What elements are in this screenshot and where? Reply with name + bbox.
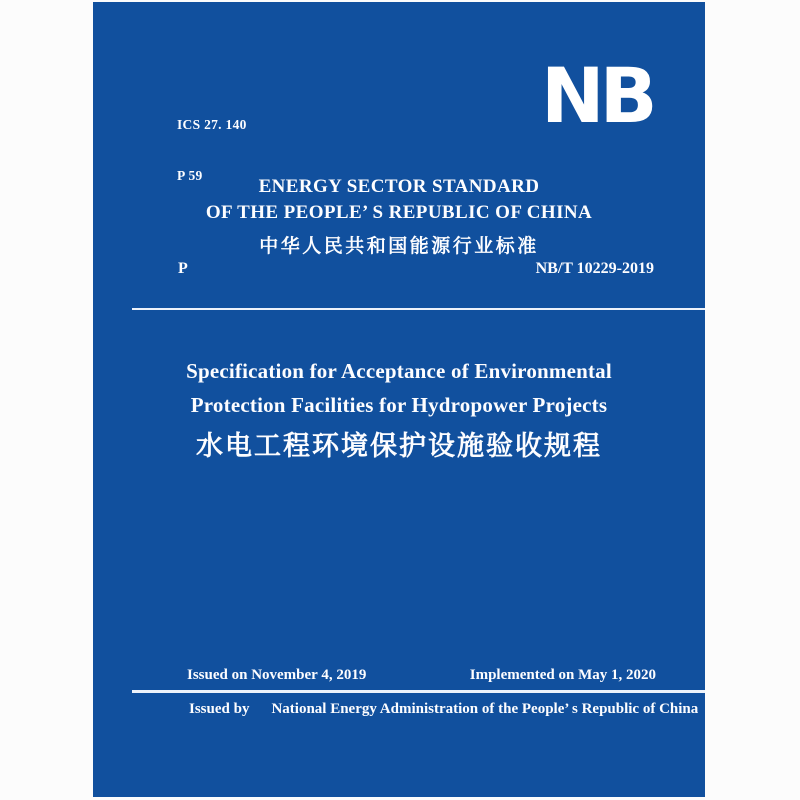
standard-title bbox=[93, 354, 705, 464]
category-letter: P bbox=[178, 260, 188, 277]
header-line-1: ENERGY SECTOR STANDARD bbox=[258, 176, 540, 197]
footer-divider-line bbox=[132, 690, 705, 693]
title-line-1: Specification for Acceptance of Environmental bbox=[186, 359, 612, 383]
nb-logo: NB bbox=[541, 51, 653, 140]
header-chinese: 中华人民共和国能源行业标准 bbox=[259, 236, 539, 257]
ics-code: ICS 27. 140 bbox=[177, 117, 247, 132]
title-line-2: Protection Facilities for Hydropower Projects bbox=[190, 393, 608, 417]
implemented-date: Implemented on May 1, 2020 bbox=[469, 667, 656, 683]
standard-code-row bbox=[93, 260, 705, 278]
issued-by-label: Issued by bbox=[189, 701, 250, 717]
title-chinese: 水电工程环境保护设施验收规程 bbox=[196, 431, 602, 461]
header-line-2: OF THE PEOPLE’ S REPUBLIC OF CHINA bbox=[205, 202, 593, 223]
ics-p-code: P 59 bbox=[177, 168, 203, 183]
header-divider-line bbox=[132, 308, 705, 310]
dates-row bbox=[93, 667, 705, 684]
standard-header bbox=[93, 174, 705, 258]
standard-number: NB/T 10229-2019 bbox=[535, 260, 654, 277]
issued-by-row bbox=[93, 701, 705, 718]
issued-date: Issued on November 4, 2019 bbox=[187, 667, 367, 683]
issuing-authority: National Energy Administration of the People’ s Republic of China bbox=[271, 701, 699, 717]
standard-cover-page bbox=[93, 2, 705, 797]
